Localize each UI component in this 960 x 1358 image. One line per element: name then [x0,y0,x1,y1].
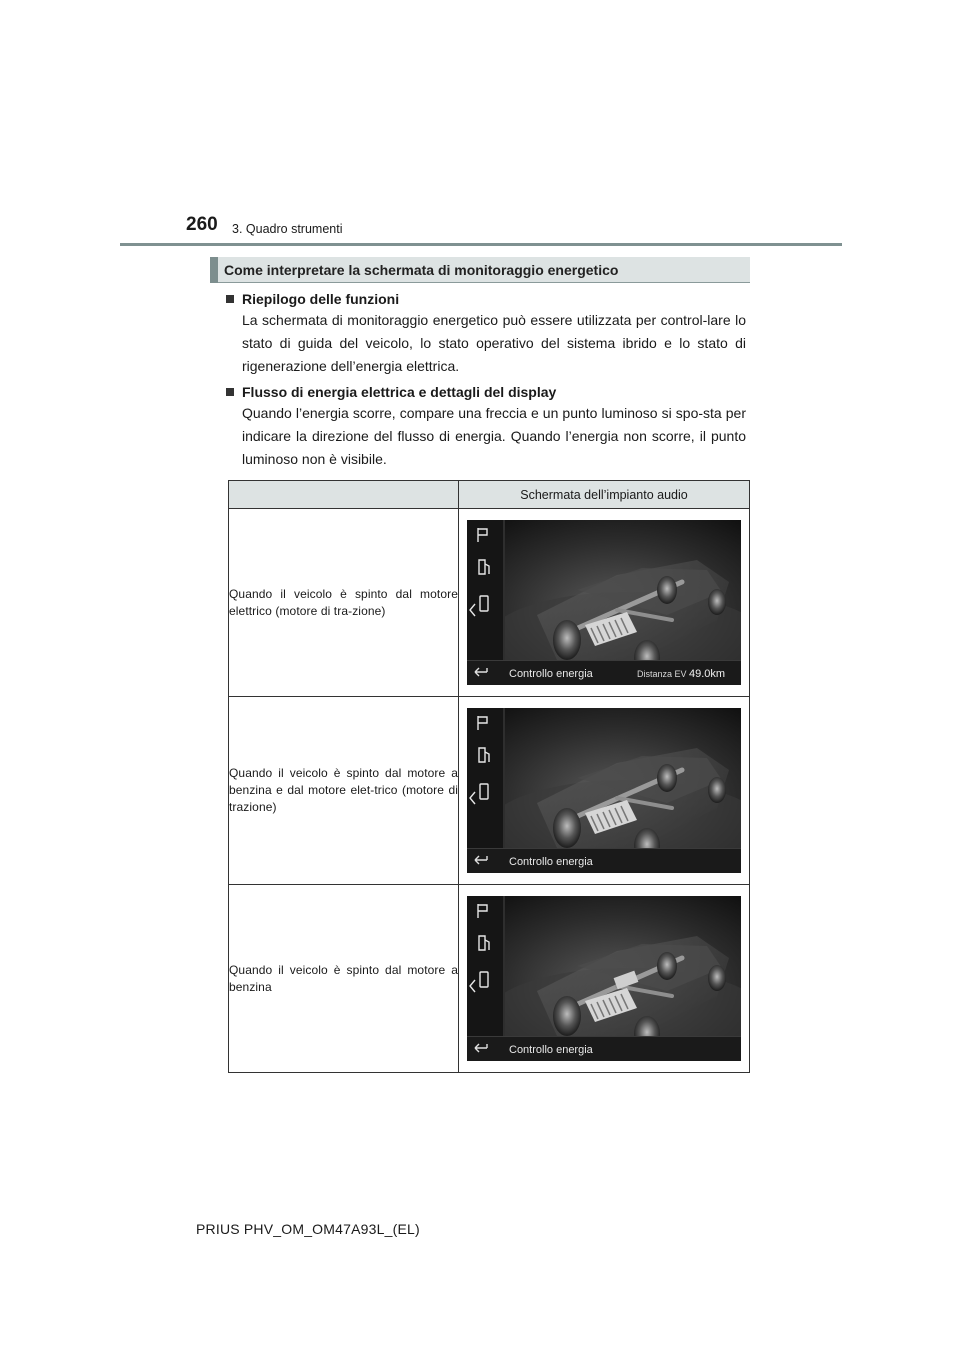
row-description: Quando il veicolo è spinto dal motore a benzina e dal motore elet-trico (motore di trazione) [229,697,459,885]
bullet-heading [226,382,746,402]
bullet-heading-text: Flusso di energia elettrica e dettagli del display [242,384,557,400]
header-rule [120,243,842,246]
square-bullet-icon [226,295,234,303]
bullet-heading [226,289,746,309]
table-header-row [229,481,750,509]
ev-distance-value: 49.0km [689,668,726,680]
energy-monitor-table [228,480,750,1073]
ev-distance-label: Distanza EV [637,669,687,679]
row-description: Quando il veicolo è spinto dal motore elettrico (motore di tra-zione) [229,509,459,697]
section-accent [210,257,218,283]
bullet-block-summary [226,289,746,378]
bullet-block-flow [226,382,746,471]
section-title: Come interpretare la schermata di monitoraggio energetico [224,262,619,278]
screen-image-cell [459,885,750,1073]
energy-monitor-screen [467,520,741,685]
screen-title: Controllo energia [509,668,593,680]
table-row [229,697,750,885]
table-header-empty-cell [229,481,459,509]
table-header-cell: Schermata dell’impianto audio [459,481,750,509]
section-heading-bar [210,257,750,283]
square-bullet-icon [226,388,234,396]
page-number: 260 [186,214,218,235]
energy-monitor-screen [467,708,741,873]
table-row [229,509,750,697]
table-row [229,885,750,1073]
screen-title: Controllo energia [509,1044,593,1056]
bullet-heading-text: Riepilogo delle funzioni [242,291,400,307]
chapter-title: 3. Quadro strumenti [232,222,343,236]
bullet-body-text: Quando l’energia scorre, compare una freccia e un punto luminoso si spo-sta per indicare la direzione del flusso di energia. Quando l’energia non scorre, il punto luminoso non è visibile. [242,405,746,467]
screen-image-cell [459,697,750,885]
bullet-body-text: La schermata di monitoraggio energetico può essere utilizzata per control-lare lo stato di guida del veicolo, lo stato operativo del sistema ibrido e lo stato di rigenerazione dell’energia elettrica. [242,312,746,374]
screen-title: Controllo energia [509,856,593,868]
manual-code: PRIUS PHV_OM_OM47A93L_(EL) [196,1221,420,1237]
screen-image-cell [459,509,750,697]
energy-monitor-screen [467,896,741,1061]
row-description: Quando il veicolo è spinto dal motore a benzina [229,885,459,1073]
